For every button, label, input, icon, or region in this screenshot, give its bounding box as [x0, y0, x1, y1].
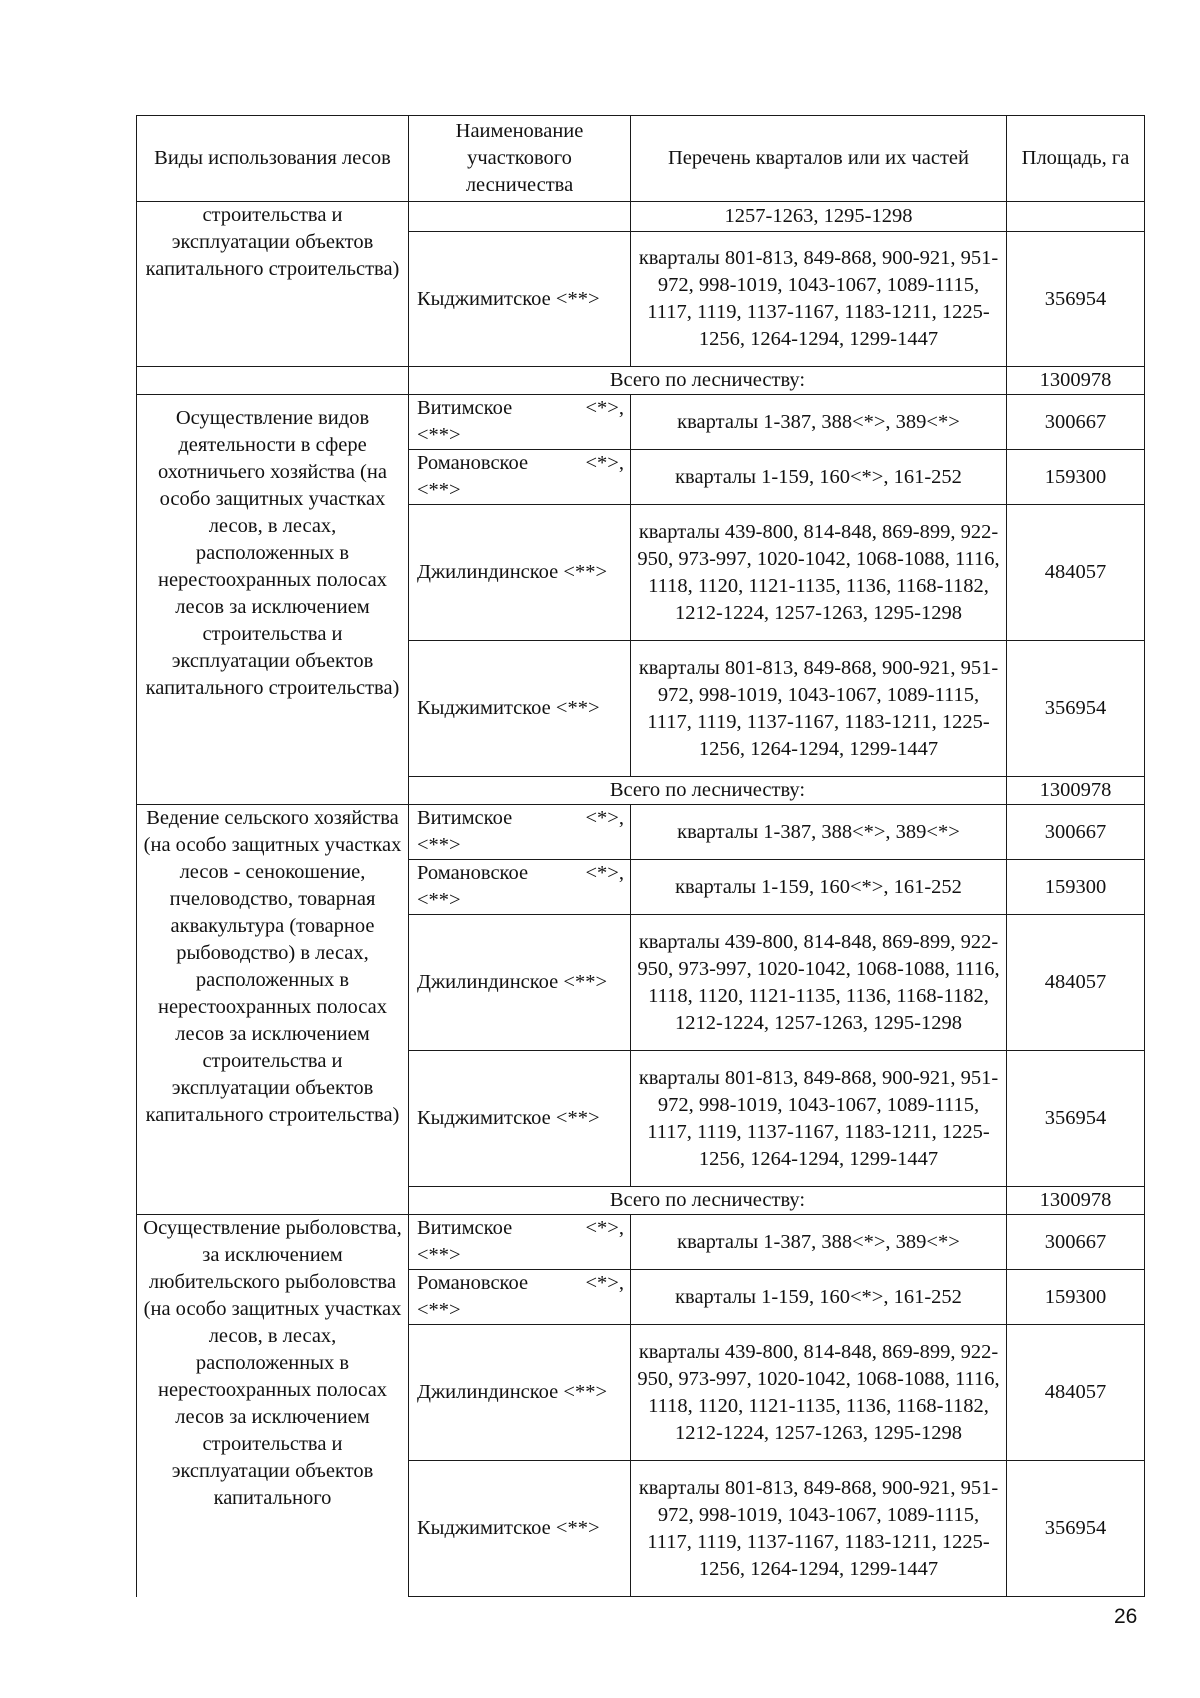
header-forestry: Наименование участкового лесничества	[409, 116, 631, 202]
forestry-cell: Кыджимитское <**>	[409, 232, 631, 367]
forestry-mark2: <**>	[417, 834, 461, 856]
quarters-cell: кварталы 801-813, 849-868, 900-921, 951-972, 998-1019, 1043-1067, 1089-1115, 1117, 1119, 1137-1167, 1183-1211, 1225-1256, 1264-1294, 1299-1447	[631, 641, 1007, 777]
quarters-cell: кварталы 1-159, 160<*>, 161-252	[631, 450, 1007, 505]
forestry-mark2: <**>	[417, 889, 461, 911]
forestry-cell: Джилиндинское <**>	[409, 915, 631, 1051]
total-row	[137, 367, 1145, 395]
quarters-cell: кварталы 801-813, 849-868, 900-921, 951-972, 998-1019, 1043-1067, 1089-1115, 1117, 1119, 1137-1167, 1183-1211, 1225-1256, 1264-1294, 1299-1447	[631, 1051, 1007, 1187]
forestry-cell	[409, 1270, 631, 1325]
area-cell	[1007, 202, 1145, 232]
forestry-mark2: <**>	[417, 424, 461, 446]
area-cell: 356954	[1007, 232, 1145, 367]
table-header-row	[137, 116, 1145, 202]
forestry-mark: <*>,	[585, 397, 624, 419]
total-label: Всего по лесничеству:	[409, 777, 1007, 805]
total-area: 1300978	[1007, 1187, 1145, 1215]
forestry-cell	[409, 860, 631, 915]
total-area: 1300978	[1007, 777, 1145, 805]
area-cell: 159300	[1007, 860, 1145, 915]
forestry-mark2: <**>	[417, 1299, 461, 1321]
page-number: 26	[1114, 1605, 1138, 1628]
quarters-cell: кварталы 439-800, 814-848, 869-899, 922-950, 973-997, 1020-1042, 1068-1088, 1116, 1118, 1120, 1121-1135, 1136, 1168-1182, 1212-1224, 1257-1263, 1295-1298	[631, 1325, 1007, 1461]
forestry-cell: Кыджимитское <**>	[409, 641, 631, 777]
forestry-cell	[409, 202, 631, 232]
area-cell: 159300	[1007, 450, 1145, 505]
table-row	[137, 1215, 1145, 1270]
area-cell: 484057	[1007, 1325, 1145, 1461]
area-cell: 356954	[1007, 641, 1145, 777]
forestry-mark: <*>,	[585, 1217, 624, 1239]
area-cell: 484057	[1007, 505, 1145, 641]
forest-use-table	[136, 115, 1145, 1597]
forestry-name: Романовское	[417, 452, 529, 474]
area-cell: 300667	[1007, 395, 1145, 450]
use-type-cell: Осуществление видов деятельности в сфере охотничьего хозяйства (на особо защитных участках лесов, в лесах, расположенных в нерестоохранных полосах лесов за исключением строительства и эксплуатации объектов капитального строительства)	[137, 395, 409, 805]
forestry-cell	[409, 450, 631, 505]
area-cell: 484057	[1007, 915, 1145, 1051]
table-row	[137, 202, 1145, 232]
forestry-mark: <*>,	[585, 807, 624, 829]
forestry-cell: Кыджимитское <**>	[409, 1051, 631, 1187]
forestry-cell: Джилиндинское <**>	[409, 505, 631, 641]
total-label: Всего по лесничеству:	[409, 367, 1007, 395]
forestry-mark: <*>,	[585, 1272, 624, 1294]
forestry-mark: <*>,	[585, 452, 624, 474]
forestry-cell: Кыджимитское <**>	[409, 1461, 631, 1597]
forestry-cell	[409, 805, 631, 860]
use-type-cell: Ведение сельского хозяйства (на особо защитных участках лесов - сенокошение, пчеловодство, товарная аквакультура (товарное рыбоводство) в лесах, расположенных в нерестоохранных полосах лесов за исключением строительства и эксплуатации объектов капитального строительства)	[137, 805, 409, 1215]
area-cell: 356954	[1007, 1461, 1145, 1597]
quarters-cell: кварталы 1-387, 388<*>, 389<*>	[631, 1215, 1007, 1270]
forestry-name: Витимское	[417, 1217, 513, 1239]
quarters-cell: кварталы 1-387, 388<*>, 389<*>	[631, 395, 1007, 450]
area-cell: 159300	[1007, 1270, 1145, 1325]
quarters-cell: кварталы 801-813, 849-868, 900-921, 951-972, 998-1019, 1043-1067, 1089-1115, 1117, 1119, 1137-1167, 1183-1211, 1225-1256, 1264-1294, 1299-1447	[631, 232, 1007, 367]
quarters-cell: кварталы 1-159, 160<*>, 161-252	[631, 1270, 1007, 1325]
area-cell: 300667	[1007, 805, 1145, 860]
quarters-cell: кварталы 1-387, 388<*>, 389<*>	[631, 805, 1007, 860]
quarters-cell: кварталы 439-800, 814-848, 869-899, 922-950, 973-997, 1020-1042, 1068-1088, 1116, 1118, 1120, 1121-1135, 1136, 1168-1182, 1212-1224, 1257-1263, 1295-1298	[631, 505, 1007, 641]
forestry-mark2: <**>	[417, 479, 461, 501]
header-use-type: Виды использования лесов	[137, 116, 409, 202]
quarters-cell: кварталы 801-813, 849-868, 900-921, 951-972, 998-1019, 1043-1067, 1089-1115, 1117, 1119, 1137-1167, 1183-1211, 1225-1256, 1264-1294, 1299-1447	[631, 1461, 1007, 1597]
total-label: Всего по лесничеству:	[409, 1187, 1007, 1215]
use-type-cell: Осуществление рыболовства, за исключением любительского рыболовства (на особо защитных участках лесов, в лесах, расположенных в нерестоохранных полосах лесов за исключением строительства и эксплуатации объектов капитального	[137, 1215, 409, 1597]
quarters-cell: кварталы 1-159, 160<*>, 161-252	[631, 860, 1007, 915]
forestry-mark: <*>,	[585, 862, 624, 884]
forestry-name: Витимское	[417, 807, 513, 829]
quarters-cell: кварталы 439-800, 814-848, 869-899, 922-950, 973-997, 1020-1042, 1068-1088, 1116, 1118, 1120, 1121-1135, 1136, 1168-1182, 1212-1224, 1257-1263, 1295-1298	[631, 915, 1007, 1051]
table-row	[137, 805, 1145, 860]
use-type-cell	[137, 367, 409, 395]
forestry-mark2: <**>	[417, 1244, 461, 1266]
forestry-cell: Джилиндинское <**>	[409, 1325, 631, 1461]
forestry-name: Витимское	[417, 397, 513, 419]
header-area: Площадь, га	[1007, 116, 1145, 202]
use-type-cell: строительства и эксплуатации объектов капитального строительства)	[137, 202, 409, 367]
table-row	[137, 395, 1145, 450]
header-quarters: Перечень кварталов или их частей	[631, 116, 1007, 202]
forestry-cell	[409, 395, 631, 450]
area-cell: 356954	[1007, 1051, 1145, 1187]
area-cell: 300667	[1007, 1215, 1145, 1270]
quarters-cell: 1257-1263, 1295-1298	[631, 202, 1007, 232]
forestry-cell	[409, 1215, 631, 1270]
total-area: 1300978	[1007, 367, 1145, 395]
forestry-name: Романовское	[417, 862, 529, 884]
forestry-name: Романовское	[417, 1272, 529, 1294]
